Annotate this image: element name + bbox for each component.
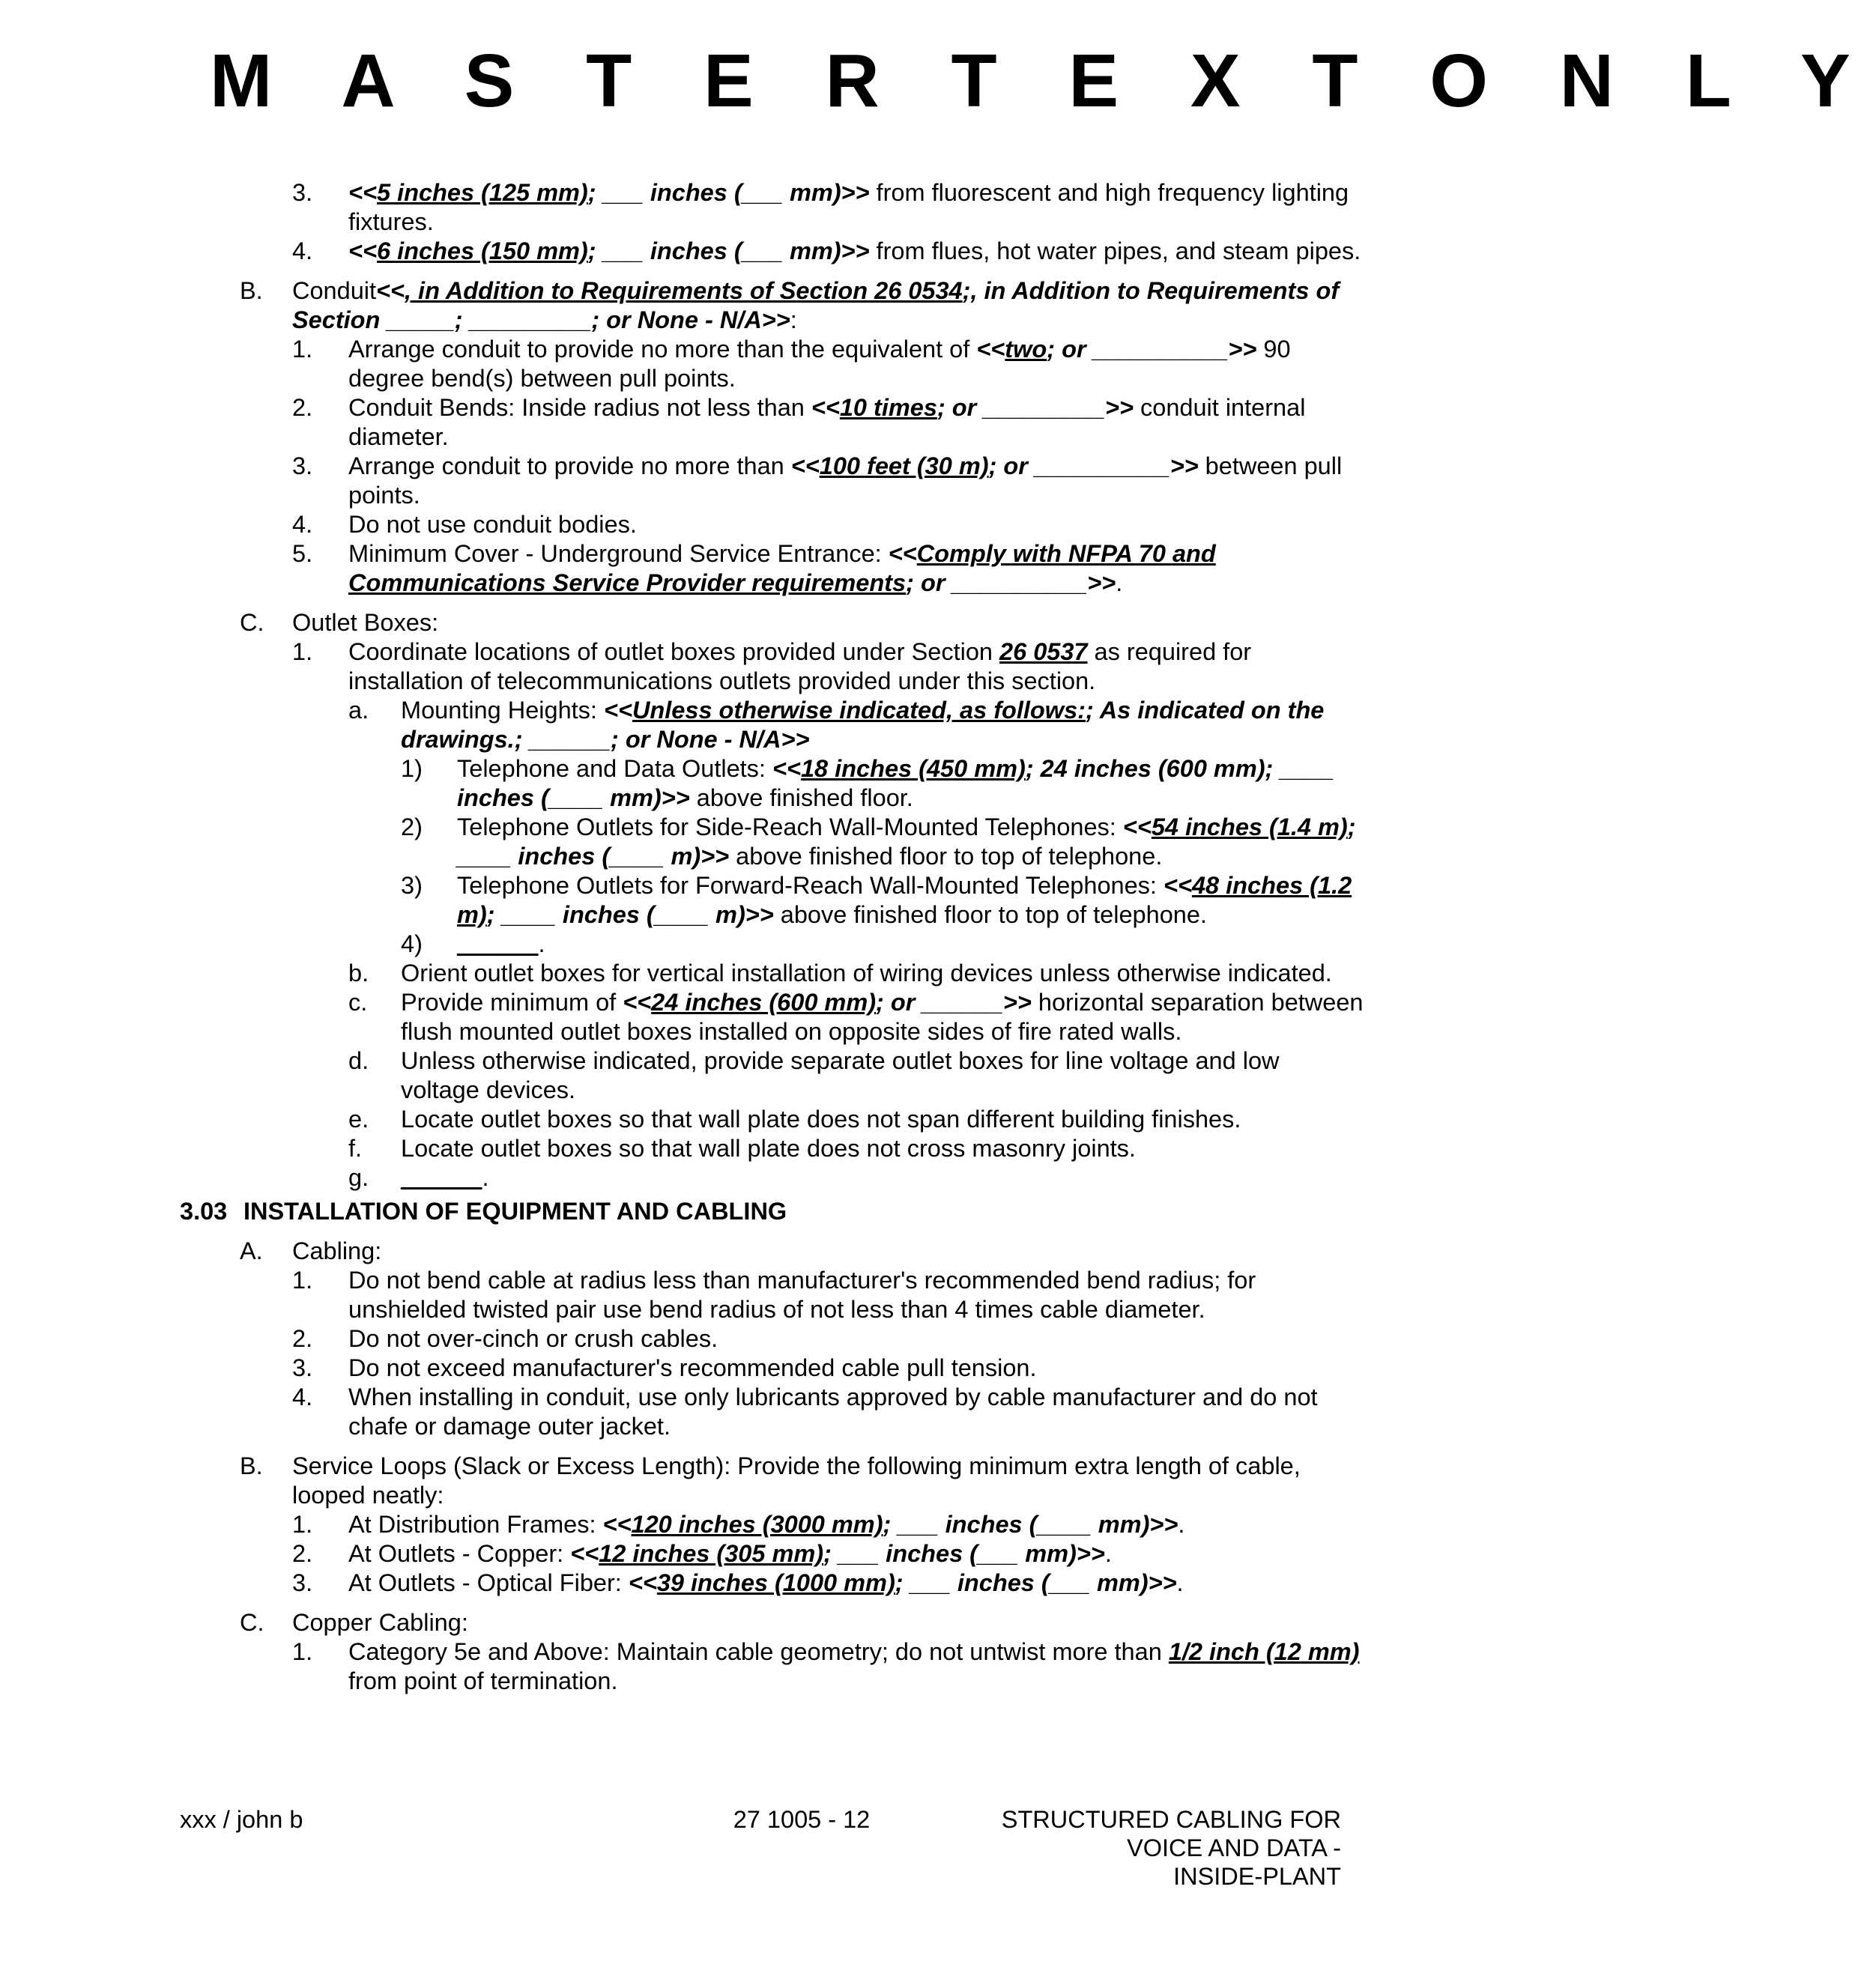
text-segment: << [348, 179, 377, 206]
text-segment: Copper Cabling: [292, 1609, 468, 1636]
item-text [401, 1164, 488, 1191]
editable-option: 39 inches (1000 mm) [656, 1569, 895, 1596]
item-marker: 3. [292, 179, 313, 206]
editable-option: Comply with NFPA 70 and Communications Service Provider requirements [348, 540, 1216, 596]
item-text [348, 1325, 718, 1352]
text-segment: from fluorescent and high frequency lighting fixtures. [348, 179, 1349, 235]
editable-option: ______ [401, 1164, 482, 1191]
editable-option: , in Addition to Requirements of Section 26 0534 [405, 277, 963, 304]
editable-option: 6 inches (150 mm) [376, 237, 588, 264]
item-marker: 1) [401, 755, 423, 782]
editable-option: 1/2 inch (12 mm) [1168, 1638, 1360, 1665]
editable-option: 5 inches (125 mm) [376, 179, 588, 206]
text-segment: << [623, 989, 652, 1016]
text-segment: INSTALLATION OF EQUIPMENT AND CABLING [243, 1198, 787, 1225]
text-segment: ; 24 inches (600 mm); ____ inches (____ mm)>> [457, 755, 1334, 811]
item-text [348, 336, 1291, 392]
item-marker: b. [348, 960, 369, 987]
text-segment: Outlet Boxes: [292, 609, 439, 636]
spec-item [180, 237, 1364, 266]
item-marker: 1. [292, 336, 313, 363]
spec-item [180, 813, 1364, 871]
footer-author: xxx / john b [180, 1806, 303, 1833]
item-marker: B. [240, 277, 263, 304]
item-marker: e. [348, 1106, 369, 1133]
item-text [401, 1047, 1280, 1103]
text-segment: Unless otherwise indicated, provide separate outlet boxes for line voltage and low voltage devices. [401, 1047, 1280, 1103]
text-segment: Telephone Outlets for Side-Reach Wall-Mounted Telephones: [457, 813, 1123, 840]
item-marker: 2. [292, 1325, 313, 1352]
item-text [348, 237, 1361, 264]
editable-option: 18 inches (450 mm) [800, 755, 1026, 782]
text-segment: Do not use conduit bodies. [348, 511, 637, 538]
text-segment: Locate outlet boxes so that wall plate does not span different building finishes. [401, 1106, 1241, 1133]
item-text [401, 989, 1364, 1045]
text-segment: : [790, 306, 797, 333]
section-heading [180, 1197, 1364, 1226]
text-segment: << [1164, 872, 1192, 899]
text-segment: << [772, 755, 801, 782]
editable-option: 120 inches (3000 mm) [631, 1511, 883, 1538]
item-text [348, 511, 637, 538]
text-segment: << [976, 336, 1005, 363]
editable-option: 100 feet (30 m) [819, 452, 989, 479]
spec-item [180, 1637, 1364, 1696]
item-text [348, 638, 1251, 694]
text-segment: above finished floor to top of telephone. [729, 843, 1163, 870]
item-marker: B. [240, 1452, 263, 1479]
editable-option: 54 inches (1.4 m) [1151, 813, 1348, 840]
text-segment: 90 degree bend(s) between pull points. [348, 336, 1291, 392]
text-segment: . [1178, 1511, 1185, 1538]
editable-option: 12 inches (305 mm) [599, 1540, 824, 1567]
spec-item [180, 539, 1364, 598]
text-segment: Conduit [292, 277, 377, 304]
text-segment: ; ___ inches (___ mm)>> [587, 179, 870, 206]
text-segment: ; ____ inches (____ m)>> [486, 901, 774, 928]
text-segment: Cabling: [292, 1237, 382, 1264]
spec-item [180, 1452, 1364, 1510]
spec-item [180, 178, 1364, 237]
spec-item [180, 1163, 1364, 1192]
spec-item [180, 871, 1364, 930]
text-segment: At Outlets - Optical Fiber: [348, 1569, 629, 1596]
spec-item [180, 959, 1364, 988]
text-segment: << [790, 452, 820, 479]
spec-item [180, 1134, 1364, 1163]
item-text [348, 1267, 1256, 1323]
item-marker: g. [348, 1164, 369, 1191]
text-segment: ; or __________>> [988, 452, 1199, 479]
item-marker: 1. [292, 638, 313, 665]
text-segment: ; As indicated on the drawings.; ______; or None - N/A>> [401, 697, 1325, 753]
text-segment: conduit internal diameter. [348, 394, 1306, 450]
spec-body [180, 178, 1364, 1696]
item-text [457, 813, 1356, 870]
item-marker: 4) [401, 930, 423, 957]
text-segment: At Outlets - Copper: [348, 1540, 571, 1567]
item-marker: 3) [401, 872, 423, 899]
item-text [348, 1638, 1359, 1694]
spec-item [180, 1383, 1364, 1441]
item-text [457, 930, 545, 957]
master-text-banner: M A S T E R T E X T O N L Y [210, 39, 1876, 123]
text-segment: Coordinate locations of outlet boxes provided under Section [348, 638, 1000, 665]
text-segment: << [602, 1511, 632, 1538]
item-text [348, 394, 1305, 450]
item-marker: 2) [401, 813, 423, 840]
text-segment: . [482, 1164, 489, 1191]
text-segment: Do not exceed manufacturer's recommended cable pull tension. [348, 1354, 1037, 1381]
item-marker: A. [240, 1237, 263, 1264]
text-segment: << [1122, 813, 1152, 840]
spec-item [180, 1539, 1364, 1569]
item-marker: 5. [292, 540, 313, 567]
text-segment: from point of termination. [348, 1667, 618, 1694]
item-marker: 3. [292, 1354, 313, 1381]
item-text [348, 1384, 1318, 1440]
item-text [348, 452, 1342, 509]
item-marker: c. [348, 989, 368, 1016]
text-segment: << [811, 394, 840, 421]
text-segment: << [628, 1569, 657, 1596]
text-segment: << [376, 277, 405, 304]
item-marker: f. [348, 1135, 363, 1162]
text-segment: When installing in conduit, use only lubricants approved by cable manufacturer and do not chafe or damage outer jacket. [348, 1384, 1318, 1440]
item-text [348, 1354, 1037, 1381]
item-text [457, 755, 1334, 811]
item-marker: 1. [292, 1267, 313, 1294]
editable-option: two [1005, 336, 1047, 363]
item-marker: 1. [292, 1511, 313, 1538]
text-segment: . [1104, 1540, 1112, 1567]
text-segment: Provide minimum of [401, 989, 623, 1016]
item-text [348, 1540, 1112, 1567]
item-marker: C. [240, 609, 264, 636]
item-marker: 4. [292, 1384, 313, 1410]
text-segment: << [888, 540, 917, 567]
spec-item [180, 452, 1364, 510]
text-segment: ; ___ inches (___ mm)>> [587, 237, 870, 264]
spec-item [180, 510, 1364, 539]
item-text [292, 609, 438, 636]
spec-item [180, 1510, 1364, 1539]
text-segment: ; ___ inches (___ mm)>> [823, 1540, 1105, 1567]
editable-option: ______ [457, 930, 539, 957]
editable-option: 24 inches (600 mm) [651, 989, 877, 1016]
text-segment: Locate outlet boxes so that wall plate does not cross masonry joints. [401, 1135, 1136, 1162]
text-segment: above finished floor to top of telephone. [773, 901, 1207, 928]
text-segment: above finished floor. [689, 784, 913, 811]
item-marker: 4. [292, 511, 313, 538]
item-text [401, 960, 1332, 987]
item-marker: 3. [292, 1569, 313, 1596]
spec-item [180, 1046, 1364, 1105]
text-segment: Conduit Bends: Inside radius not less than [348, 394, 811, 421]
text-segment: . [1116, 569, 1123, 596]
spec-item [180, 930, 1364, 959]
item-text [348, 179, 1349, 235]
item-text [348, 1569, 1184, 1596]
text-segment: ; or _________>> [937, 394, 1134, 421]
editable-option: 48 inches (1.2 m) [457, 872, 1352, 928]
spec-item [180, 1324, 1364, 1354]
text-segment: Do not bend cable at radius less than manufacturer's recommended bend radius; for unshielded twisted pair use bend radius of not less than 4 times cable diameter. [348, 1267, 1256, 1323]
item-marker: 2. [292, 1540, 313, 1567]
text-segment: ;, in Addition to Requirements of Section _____; _________; or None - N/A>> [292, 277, 1340, 333]
item-marker: 3. [292, 452, 313, 479]
text-segment: ; or __________>> [1047, 336, 1257, 363]
item-text [243, 1198, 787, 1225]
text-segment: . [538, 930, 545, 957]
text-segment: . [1176, 1569, 1184, 1596]
text-segment: ; ___ inches (____ mm)>> [883, 1511, 1178, 1538]
spec-item [180, 1105, 1364, 1134]
text-segment: ; ___ inches (___ mm)>> [895, 1569, 1177, 1596]
text-segment: Minimum Cover - Underground Service Entrance: [348, 540, 889, 567]
text-segment: << [570, 1540, 599, 1567]
spec-item [180, 1237, 1364, 1266]
item-marker: 2. [292, 394, 313, 421]
editable-option: 10 times [839, 394, 937, 421]
spec-item [180, 276, 1364, 335]
text-segment: ; ____ inches (____ m)>> [457, 813, 1356, 870]
text-segment: Service Loops (Slack or Excess Length): Provide the following minimum extra length of cable, looped neatly: [292, 1452, 1301, 1509]
text-segment: << [348, 237, 377, 264]
item-marker: d. [348, 1047, 369, 1074]
footer-section-title: STRUCTURED CABLING FOR VOICE AND DATA - INSIDE-PLANT [1001, 1806, 1341, 1890]
spec-item [180, 637, 1364, 696]
spec-item [180, 696, 1364, 754]
footer-page-number: 27 1005 - 12 [733, 1806, 871, 1833]
text-segment: At Distribution Frames: [348, 1511, 603, 1538]
text-segment: from flues, hot water pipes, and steam pipes. [869, 237, 1361, 264]
spec-item [180, 754, 1364, 813]
spec-item [180, 1354, 1364, 1383]
spec-item [180, 608, 1364, 637]
text-segment: Do not over-cinch or crush cables. [348, 1325, 718, 1352]
item-marker: a. [348, 697, 369, 724]
item-text [401, 1106, 1241, 1133]
item-text [292, 1237, 381, 1264]
item-marker: 1. [292, 1638, 313, 1665]
text-segment: between pull points. [348, 452, 1343, 509]
item-marker: C. [240, 1609, 264, 1636]
item-text [348, 1511, 1184, 1538]
text-segment: Category 5e and Above: Maintain cable geometry; do not untwist more than [348, 1638, 1169, 1665]
editable-option: 26 0537 [999, 638, 1088, 665]
spec-item [180, 335, 1364, 393]
text-segment: Mounting Heights: [401, 697, 604, 724]
text-segment: horizontal separation between flush mounted outlet boxes installed on opposite sides of fire rated walls. [401, 989, 1364, 1045]
item-text [401, 697, 1324, 753]
text-segment: << [603, 697, 632, 724]
text-segment: Arrange conduit to provide no more than the equivalent of [348, 336, 977, 363]
text-segment: as required for installation of telecommunications outlets provided under this section. [348, 638, 1252, 694]
text-segment: ; or __________>> [906, 569, 1116, 596]
spec-item [180, 1569, 1364, 1598]
editable-option: Unless otherwise indicated, as follows: [632, 697, 1086, 724]
item-marker: 4. [292, 237, 313, 264]
spec-item [180, 393, 1364, 452]
spec-item [180, 1266, 1364, 1324]
item-text [457, 872, 1352, 928]
item-text [292, 277, 1339, 333]
item-text [292, 1609, 468, 1636]
spec-item [180, 1608, 1364, 1637]
text-segment: Arrange conduit to provide no more than [348, 452, 791, 479]
item-marker: 3.03 [180, 1198, 228, 1225]
item-text [292, 1452, 1301, 1509]
item-text [401, 1135, 1136, 1162]
text-segment: Telephone Outlets for Forward-Reach Wall-Mounted Telephones: [457, 872, 1164, 899]
item-text [348, 540, 1216, 596]
text-segment: ; or ______>> [876, 989, 1032, 1016]
text-segment: Orient outlet boxes for vertical installation of wiring devices unless otherwise indicated. [401, 960, 1332, 987]
text-segment: Telephone and Data Outlets: [457, 755, 772, 782]
spec-item [180, 988, 1364, 1046]
